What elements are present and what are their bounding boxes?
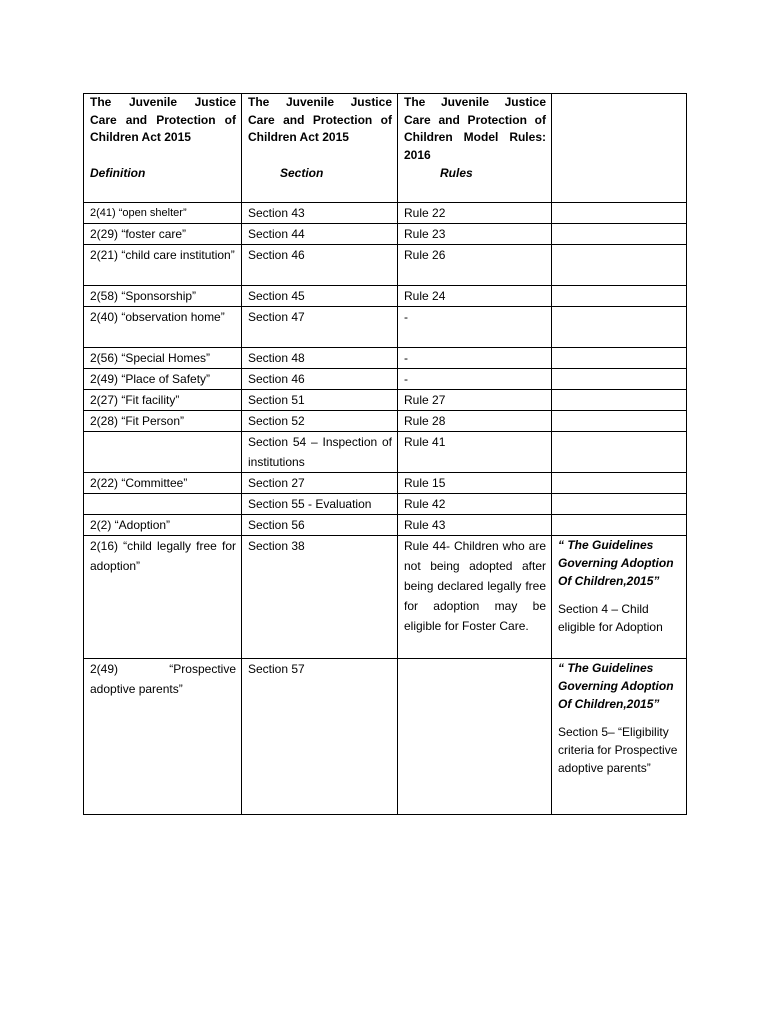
header-definition-label: Definition bbox=[90, 166, 146, 180]
section-cell: Section 56 bbox=[242, 515, 398, 536]
guideline-cell bbox=[552, 286, 687, 307]
table-row bbox=[84, 473, 687, 494]
definition-cell: 2(22) “Committee” bbox=[84, 473, 242, 494]
guideline-title: “ The Guidelines Governing Adoption Of Children,2015” bbox=[558, 538, 674, 588]
guideline-cell bbox=[552, 536, 687, 659]
definition-cell: 2(41) “open shelter” bbox=[84, 203, 242, 224]
guideline-cell bbox=[552, 515, 687, 536]
guideline-cell bbox=[552, 494, 687, 515]
guideline-cell bbox=[552, 659, 687, 815]
guideline-cell bbox=[552, 307, 687, 348]
guideline-cell bbox=[552, 369, 687, 390]
section-cell: Section 45 bbox=[242, 286, 398, 307]
guideline-cell bbox=[552, 348, 687, 369]
definition-cell: 2(56) “Special Homes” bbox=[84, 348, 242, 369]
definition-cell: 2(58) “Sponsorship” bbox=[84, 286, 242, 307]
definition-cell bbox=[84, 432, 242, 473]
table-row bbox=[84, 224, 687, 245]
rule-cell bbox=[398, 659, 552, 815]
section-cell: Section 52 bbox=[242, 411, 398, 432]
definition-cell: 2(2) “Adoption” bbox=[84, 515, 242, 536]
section-cell: Section 38 bbox=[242, 536, 398, 659]
guideline-cell bbox=[552, 390, 687, 411]
section-cell: Section 47 bbox=[242, 307, 398, 348]
table-header-row bbox=[84, 94, 687, 203]
definition-cell: 2(49) “Place of Safety” bbox=[84, 369, 242, 390]
section-cell: Section 46 bbox=[242, 369, 398, 390]
definition-cell bbox=[84, 494, 242, 515]
header-rules-label: Rules bbox=[440, 166, 473, 180]
section-cell: Section 55 - Evaluation bbox=[242, 494, 398, 515]
definition-cell: 2(28) “Fit Person” bbox=[84, 411, 242, 432]
rule-cell: - bbox=[398, 307, 552, 348]
definition-cell: 2(16) “child legally free for adoption” bbox=[84, 536, 242, 659]
rule-cell: Rule 24 bbox=[398, 286, 552, 307]
table-row bbox=[84, 659, 687, 815]
rule-cell: Rule 43 bbox=[398, 515, 552, 536]
table-row bbox=[84, 432, 687, 473]
header-act-title-1: The Juvenile Justice Care and Protection of Children Act 2015 bbox=[90, 95, 236, 144]
header-definition-cell bbox=[84, 94, 242, 203]
rule-cell: Rule 44- Children who are not being adopted after being declared legally free for adoption may be eligible for Foster Care. bbox=[398, 536, 552, 659]
legal-reference-table bbox=[83, 93, 687, 815]
section-cell: Section 46 bbox=[242, 245, 398, 286]
header-guideline-cell bbox=[552, 94, 687, 203]
rule-cell: - bbox=[398, 348, 552, 369]
guideline-section: Section 5– “Eligibility criteria for Prospective adoptive parents” bbox=[558, 725, 678, 775]
definition-cell: 2(29) “foster care” bbox=[84, 224, 242, 245]
guideline-cell bbox=[552, 203, 687, 224]
rule-cell: Rule 15 bbox=[398, 473, 552, 494]
table-row bbox=[84, 307, 687, 348]
guideline-section: Section 4 – Child eligible for Adoption bbox=[558, 602, 663, 634]
header-act-title-2: The Juvenile Justice Care and Protection of Children Act 2015 bbox=[248, 95, 392, 144]
table-row bbox=[84, 286, 687, 307]
table-row bbox=[84, 411, 687, 432]
guideline-cell bbox=[552, 245, 687, 286]
section-cell: Section 51 bbox=[242, 390, 398, 411]
rule-cell: - bbox=[398, 369, 552, 390]
rule-cell: Rule 23 bbox=[398, 224, 552, 245]
section-cell: Section 48 bbox=[242, 348, 398, 369]
guideline-cell bbox=[552, 224, 687, 245]
section-cell: Section 27 bbox=[242, 473, 398, 494]
definition-cell: 2(21) “child care institution” bbox=[84, 245, 242, 286]
table-row bbox=[84, 515, 687, 536]
table-row bbox=[84, 203, 687, 224]
section-cell: Section 43 bbox=[242, 203, 398, 224]
guideline-cell bbox=[552, 473, 687, 494]
rule-cell: Rule 41 bbox=[398, 432, 552, 473]
header-rules-cell bbox=[398, 94, 552, 203]
table-row bbox=[84, 536, 687, 659]
section-cell: Section 44 bbox=[242, 224, 398, 245]
table-row bbox=[84, 369, 687, 390]
guideline-cell bbox=[552, 411, 687, 432]
guideline-cell bbox=[552, 432, 687, 473]
definition-cell: 2(27) “Fit facility” bbox=[84, 390, 242, 411]
definition-cell: 2(40) “observation home” bbox=[84, 307, 242, 348]
rule-cell: Rule 22 bbox=[398, 203, 552, 224]
table-row bbox=[84, 245, 687, 286]
rule-cell: Rule 26 bbox=[398, 245, 552, 286]
section-cell: Section 54 – Inspection of institutions bbox=[242, 432, 398, 473]
header-rules-title: The Juvenile Justice Care and Protection of Children Model Rules: 2016 bbox=[404, 95, 546, 162]
table-row bbox=[84, 390, 687, 411]
table-row bbox=[84, 494, 687, 515]
guideline-title: “ The Guidelines Governing Adoption Of Children,2015” bbox=[558, 661, 674, 711]
definition-cell: 2(49) “Prospective adoptive parents” bbox=[84, 659, 242, 815]
header-section-cell bbox=[242, 94, 398, 203]
rule-cell: Rule 27 bbox=[398, 390, 552, 411]
section-cell: Section 57 bbox=[242, 659, 398, 815]
table-row bbox=[84, 348, 687, 369]
header-section-label: Section bbox=[280, 166, 324, 180]
rule-cell: Rule 28 bbox=[398, 411, 552, 432]
rule-cell: Rule 42 bbox=[398, 494, 552, 515]
